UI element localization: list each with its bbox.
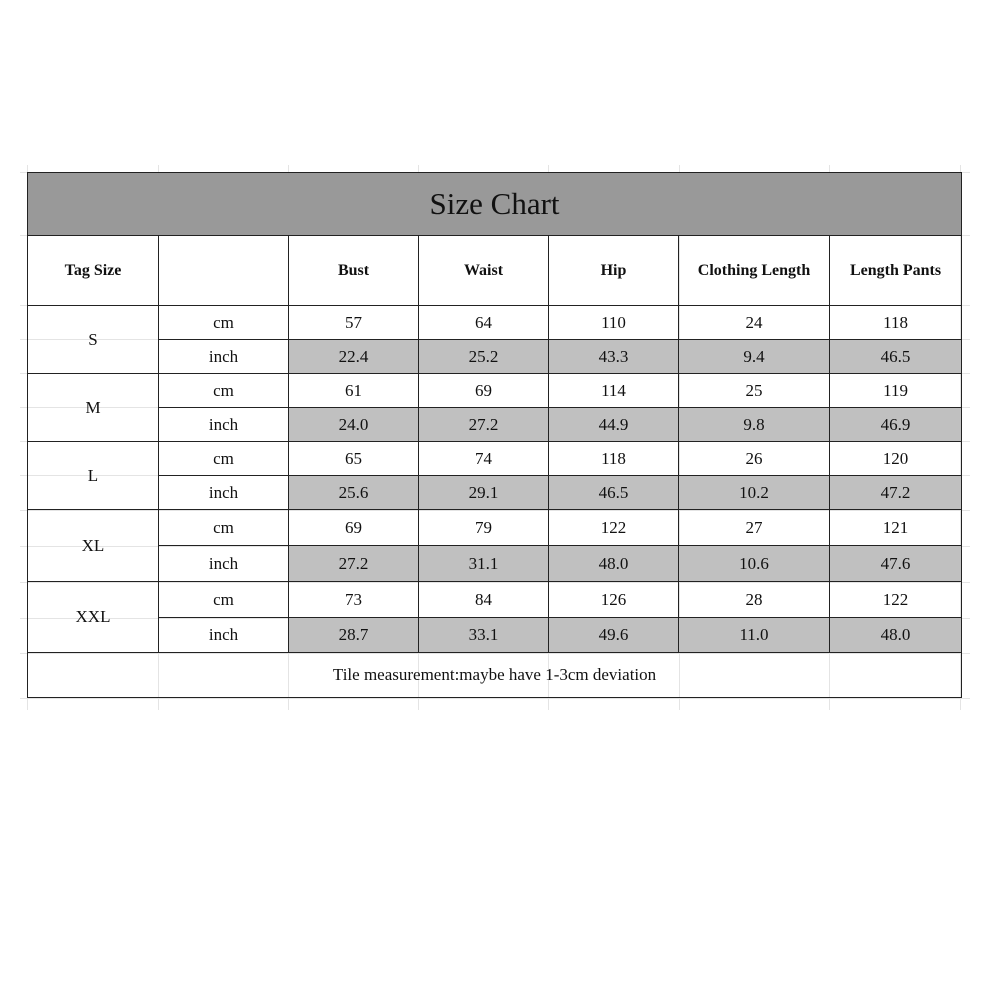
clothing-length-cell: 11.0 bbox=[679, 618, 830, 653]
hip-cell: 114 bbox=[549, 374, 679, 408]
waist-cell: 64 bbox=[419, 306, 549, 340]
hip-cell: 44.9 bbox=[549, 408, 679, 442]
hip-cell: 46.5 bbox=[549, 476, 679, 510]
header-hip: Hip bbox=[549, 236, 679, 306]
bust-cell: 65 bbox=[289, 442, 419, 476]
length-pants-cell: 46.9 bbox=[830, 408, 962, 442]
clothing-length-cell: 24 bbox=[679, 306, 830, 340]
table-row bbox=[28, 546, 962, 582]
tag-size-cell: S bbox=[28, 306, 159, 374]
waist-cell: 29.1 bbox=[419, 476, 549, 510]
header-waist: Waist bbox=[419, 236, 549, 306]
length-pants-cell: 48.0 bbox=[830, 618, 962, 653]
footer-row bbox=[28, 653, 962, 698]
clothing-length-cell: 28 bbox=[679, 582, 830, 618]
unit-cell: cm bbox=[159, 374, 289, 408]
length-pants-cell: 47.6 bbox=[830, 546, 962, 582]
header-clothing-length: Clothing Length bbox=[679, 236, 830, 306]
clothing-length-cell: 25 bbox=[679, 374, 830, 408]
waist-cell: 79 bbox=[419, 510, 549, 546]
bust-cell: 27.2 bbox=[289, 546, 419, 582]
hip-cell: 122 bbox=[549, 510, 679, 546]
bust-cell: 22.4 bbox=[289, 340, 419, 374]
table-row bbox=[28, 510, 962, 546]
bust-cell: 57 bbox=[289, 306, 419, 340]
table-row bbox=[28, 442, 962, 476]
waist-cell: 25.2 bbox=[419, 340, 549, 374]
clothing-length-cell: 27 bbox=[679, 510, 830, 546]
table-row bbox=[28, 476, 962, 510]
waist-cell: 31.1 bbox=[419, 546, 549, 582]
title-row bbox=[28, 173, 962, 236]
clothing-length-cell: 9.4 bbox=[679, 340, 830, 374]
bust-cell: 24.0 bbox=[289, 408, 419, 442]
clothing-length-cell: 9.8 bbox=[679, 408, 830, 442]
table-row bbox=[28, 408, 962, 442]
waist-cell: 84 bbox=[419, 582, 549, 618]
hip-cell: 48.0 bbox=[549, 546, 679, 582]
length-pants-cell: 119 bbox=[830, 374, 962, 408]
unit-cell: cm bbox=[159, 582, 289, 618]
length-pants-cell: 47.2 bbox=[830, 476, 962, 510]
table-row bbox=[28, 582, 962, 618]
waist-cell: 74 bbox=[419, 442, 549, 476]
length-pants-cell: 118 bbox=[830, 306, 962, 340]
hip-cell: 49.6 bbox=[549, 618, 679, 653]
tag-size-cell: M bbox=[28, 374, 159, 442]
hip-cell: 43.3 bbox=[549, 340, 679, 374]
header-tag-size: Tag Size bbox=[28, 236, 159, 306]
length-pants-cell: 46.5 bbox=[830, 340, 962, 374]
waist-cell: 27.2 bbox=[419, 408, 549, 442]
length-pants-cell: 122 bbox=[830, 582, 962, 618]
unit-cell: inch bbox=[159, 546, 289, 582]
unit-cell: inch bbox=[159, 476, 289, 510]
tag-size-cell: XXL bbox=[28, 582, 159, 653]
table-row bbox=[28, 374, 962, 408]
table-row bbox=[28, 306, 962, 340]
bust-cell: 73 bbox=[289, 582, 419, 618]
unit-cell: cm bbox=[159, 442, 289, 476]
unit-cell: inch bbox=[159, 408, 289, 442]
waist-cell: 69 bbox=[419, 374, 549, 408]
unit-cell: inch bbox=[159, 618, 289, 653]
measurement-note: Tile measurement:maybe have 1-3cm deviation bbox=[28, 653, 962, 698]
header-bust: Bust bbox=[289, 236, 419, 306]
hip-cell: 126 bbox=[549, 582, 679, 618]
unit-cell: cm bbox=[159, 510, 289, 546]
header-row bbox=[28, 236, 962, 306]
tag-size-cell: XL bbox=[28, 510, 159, 582]
hip-cell: 118 bbox=[549, 442, 679, 476]
clothing-length-cell: 10.6 bbox=[679, 546, 830, 582]
length-pants-cell: 120 bbox=[830, 442, 962, 476]
unit-cell: inch bbox=[159, 340, 289, 374]
length-pants-cell: 121 bbox=[830, 510, 962, 546]
clothing-length-cell: 26 bbox=[679, 442, 830, 476]
bust-cell: 25.6 bbox=[289, 476, 419, 510]
tag-size-cell: L bbox=[28, 442, 159, 510]
header-length-pants: Length Pants bbox=[830, 236, 962, 306]
table-row bbox=[28, 618, 962, 653]
waist-cell: 33.1 bbox=[419, 618, 549, 653]
chart-title: Size Chart bbox=[28, 173, 962, 236]
unit-cell: cm bbox=[159, 306, 289, 340]
bust-cell: 69 bbox=[289, 510, 419, 546]
header-unit bbox=[159, 236, 289, 306]
bust-cell: 28.7 bbox=[289, 618, 419, 653]
size-chart-table bbox=[27, 172, 962, 698]
table-row bbox=[28, 340, 962, 374]
hip-cell: 110 bbox=[549, 306, 679, 340]
clothing-length-cell: 10.2 bbox=[679, 476, 830, 510]
bust-cell: 61 bbox=[289, 374, 419, 408]
